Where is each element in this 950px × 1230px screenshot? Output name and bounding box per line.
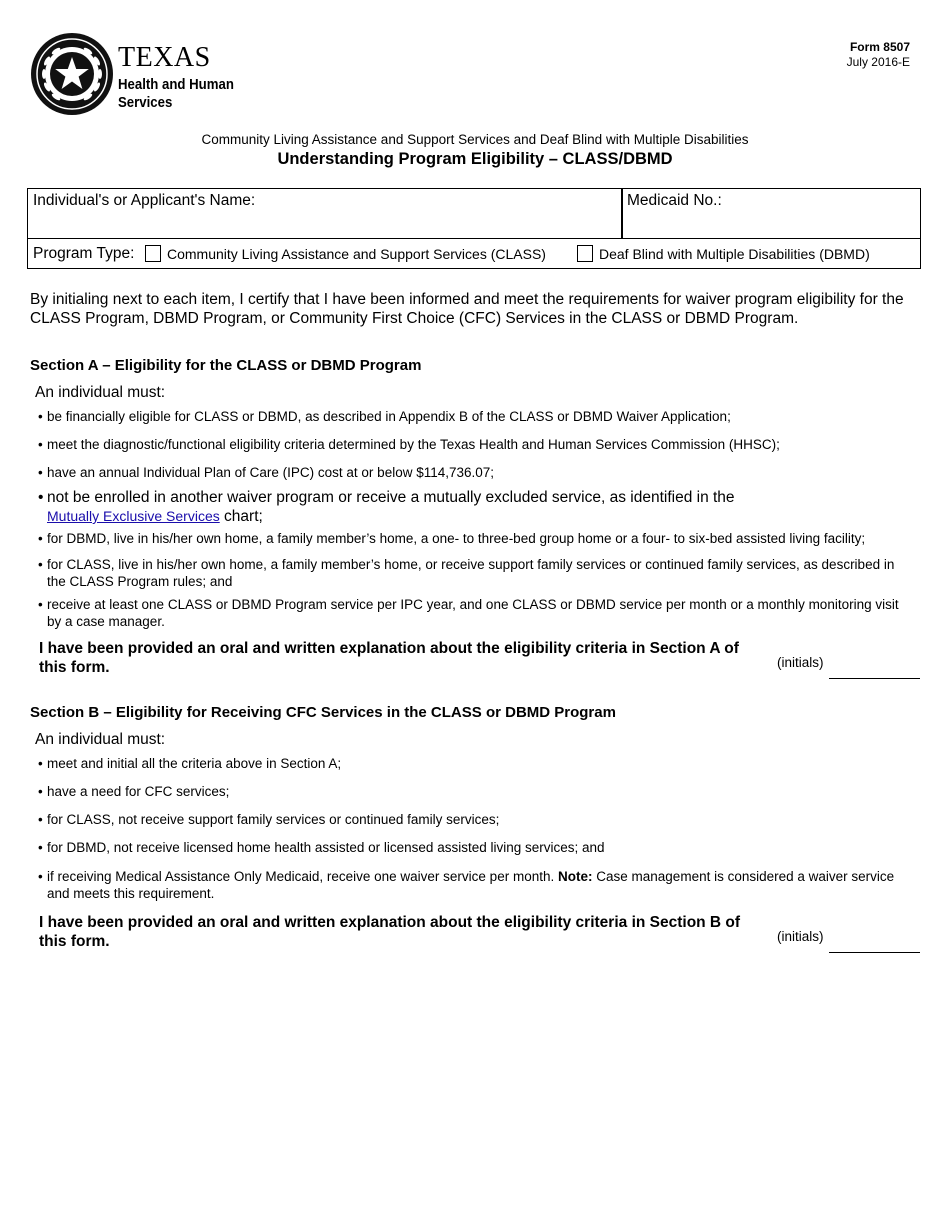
form-subtitle: Community Living Assistance and Support Services and Deaf Blind with Multiple Disabilities <box>201 132 749 147</box>
list-item: • be financially eligible for CLASS or DBMD, as described in Appendix B of the CLASS or DBMD Waiver Application; <box>38 409 731 424</box>
dbmd-option-label: Deaf Blind with Multiple Disabilities (DBMD) <box>599 246 870 262</box>
form-title: Understanding Program Eligibility – CLASS/DBMD <box>277 150 673 168</box>
class-option-label: Community Living Assistance and Support Services (CLASS) <box>167 246 546 262</box>
list-item: • for CLASS, not receive support family services or continued family services; <box>38 812 500 827</box>
agency-wordmark <box>118 44 250 112</box>
field-divider <box>621 189 623 239</box>
list-item: • meet and initial all the criteria above in Section A; <box>38 756 342 771</box>
section-a-acknowledgement: I have been provided an oral and written explanation about the eligibility criteria in Section A of this form. <box>39 640 739 676</box>
section-b-initials-field[interactable] <box>829 952 920 953</box>
section-b-heading: Section B – Eligibility for Receiving CFC Services in the CLASS or DBMD Program <box>30 704 616 721</box>
section-a-must: An individual must: <box>35 384 166 401</box>
section-a-heading: Section A – Eligibility for the CLASS or DBMD Program <box>30 357 422 374</box>
list-item: • meet the diagnostic/functional eligibility criteria determined by the Texas Health and Human Services Commission (HHSC); <box>38 437 780 452</box>
logo-line-2: Services <box>118 94 173 111</box>
name-field-label: Individual's or Applicant's Name: <box>33 192 256 209</box>
logo-line-1: Health and Human <box>118 76 234 93</box>
list-item: • for DBMD, not receive licensed home health assisted or licensed assisted living services; and <box>38 840 605 855</box>
texas-seal-logo <box>30 32 114 116</box>
program-type-label: Program Type: <box>33 245 135 262</box>
form-identifier <box>847 40 910 70</box>
section-b-acknowledgement: I have been provided an oral and written explanation about the eligibility criteria in Section B of this form. <box>39 914 741 950</box>
dbmd-checkbox[interactable] <box>577 245 593 262</box>
list-item: • have an annual Individual Plan of Care (IPC) cost at or below $114,736.07; <box>38 465 495 480</box>
mutually-exclusive-services-link[interactable]: Mutually Exclusive Services <box>47 508 220 524</box>
list-item: • receive at least one CLASS or DBMD Program service per IPC year, and one CLASS or DBMD service per month or a monthly monitoring visit by a case manager. <box>38 597 899 629</box>
form-number: Form 8507 <box>849 40 910 54</box>
logo-title: TEXAS <box>118 42 211 73</box>
form-date: July 2016-E <box>846 55 910 69</box>
medicaid-field-label: Medicaid No.: <box>627 192 722 209</box>
list-item: • for CLASS, live in his/her own home, a family member’s home, or receive support family services or continued family services, as described in the CLASS Program rules; and <box>38 557 895 589</box>
section-a-initials-field[interactable] <box>829 678 920 679</box>
class-checkbox[interactable] <box>145 245 161 262</box>
applicant-info-box <box>27 188 921 269</box>
section-b-must: An individual must: <box>35 731 166 748</box>
list-item: • if receiving Medical Assistance Only Medicaid, receive one waiver service per month. Note: Case management is considered a waiver service and meets this requirement. <box>38 869 895 901</box>
section-a-initials-label: (initials) <box>777 655 824 670</box>
list-item: • for DBMD, live in his/her own home, a family member’s home, a one- to three-bed group home or a four- to six-bed assisted living facility; <box>38 531 866 546</box>
intro-paragraph: By initialing next to each item, I certify that I have been informed and meet the requirements for waiver program eligibility for the CLASS Program, DBMD Program, or Community First Choice (CFC) Services in the CLASS or DBMD Program. <box>30 291 904 327</box>
section-b-initials-label: (initials) <box>777 929 824 944</box>
list-item: • have a need for CFC services; <box>38 784 230 799</box>
list-item: • not be enrolled in another waiver program or receive a mutually excluded service, as identified in the Mutually Exclusive Services chart; <box>38 489 735 525</box>
